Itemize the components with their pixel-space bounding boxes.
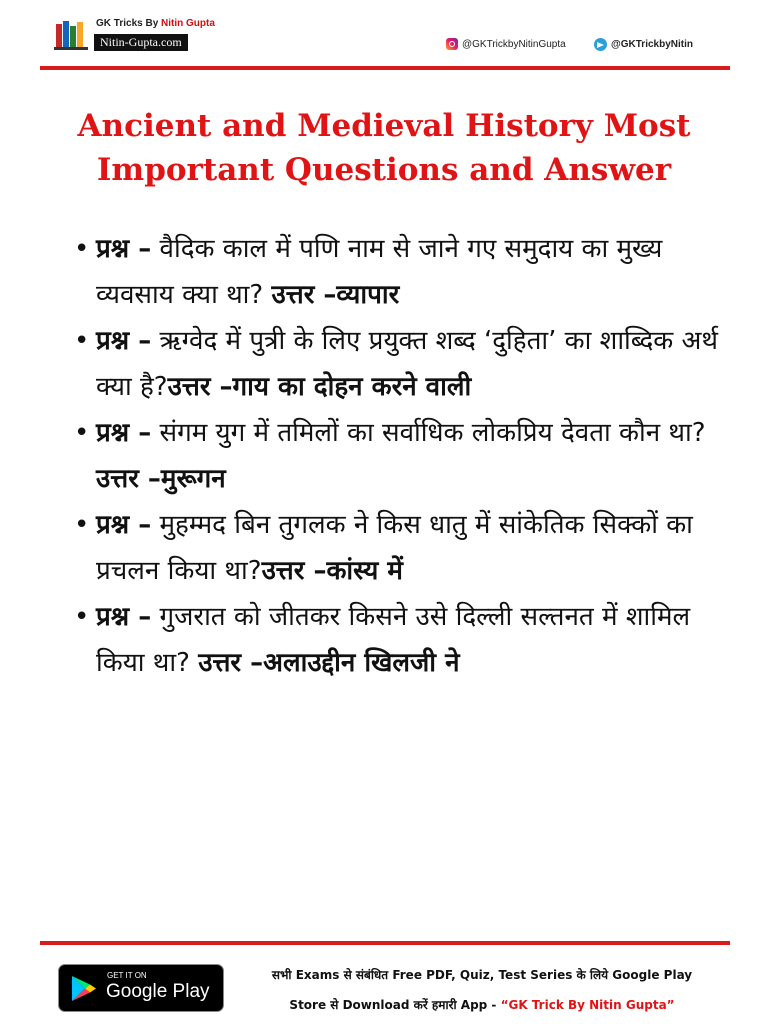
qa-item (74, 594, 734, 686)
answer-text: मुरूगन (160, 464, 226, 494)
question-text: ऋग्वेद में पुत्री के लिए प्रयुक्त शब्द ‘दुहिता’ का शाब्दिक अर्थ क्या है? (96, 326, 718, 402)
instagram-icon (446, 38, 458, 50)
question-label: प्रश्न – (96, 234, 152, 264)
qa-item (74, 502, 734, 594)
answer-label: उत्तर – (167, 372, 233, 402)
telegram-icon (594, 38, 607, 51)
qa-list (74, 226, 734, 686)
qa-item (74, 226, 734, 318)
answer-label: उत्तर – (261, 556, 327, 586)
question-text: वैदिक काल में पणि नाम से जाने गए समुदाय का मुख्य व्यवसाय क्या था? (96, 234, 663, 310)
site-logo[interactable] (54, 16, 215, 52)
question-text: गुजरात को जीतकर किसने उसे दिल्ली सल्तनत में शामिल किया था? (96, 602, 691, 678)
google-play-badge[interactable] (58, 964, 224, 1012)
answer-label: उत्तर – (198, 648, 264, 678)
answer-label: उत्तर – (96, 464, 161, 494)
app-name: “GK Trick By Nitin Gupta” (500, 998, 675, 1012)
qa-item (74, 410, 734, 502)
answer-text: कांस्य में (326, 556, 403, 586)
page-footer (0, 948, 768, 1024)
question-label: प्रश्न – (96, 510, 152, 540)
answer-label: उत्तर – (271, 280, 337, 310)
header-divider (40, 66, 730, 70)
qa-item (74, 318, 734, 410)
question-text: मुहम्मद बिन तुगलक ने किस धातु में सांकेतिक सिक्कों का प्रचलन किया था? (96, 510, 693, 586)
answer-text: गाय का दोहन करने वाली (232, 372, 472, 402)
question-label: प्रश्न – (96, 326, 152, 356)
logo-tagline: GK Tricks By Nitin Gupta (96, 18, 215, 29)
logo-website: Nitin-Gupta.com (94, 34, 188, 51)
telegram-handle: @GKTrickbyNitin (611, 39, 693, 50)
question-label: प्रश्न – (96, 602, 152, 632)
question-label: प्रश्न – (96, 418, 152, 448)
footer-divider (40, 941, 730, 945)
badge-small-text: GET IT ON (107, 971, 147, 980)
google-play-icon (71, 975, 97, 1002)
question-text: संगम युग में तमिलों का सर्वाधिक लोकप्रिय देवता कौन था? (151, 418, 706, 448)
page-title: Ancient and Medieval History Most Important Questions and Answer (77, 108, 691, 188)
instagram-link[interactable] (446, 38, 566, 50)
books-icon (54, 18, 90, 50)
footer-promo-text: सभी Exams से संबंधित Free PDF, Quiz, Test Series के लिये Google Play Store से Download करें हमारी App - “GK Trick By Nitin Gupta” (271, 968, 693, 1012)
telegram-link[interactable] (594, 38, 693, 51)
answer-text: अलाउद्दीन खिलजी ने (263, 648, 460, 678)
page-header (0, 0, 768, 68)
instagram-handle: @GKTrickbyNitinGupta (462, 38, 566, 50)
badge-big-text: Google Play (106, 981, 210, 1002)
answer-text: व्यापार (336, 280, 400, 310)
